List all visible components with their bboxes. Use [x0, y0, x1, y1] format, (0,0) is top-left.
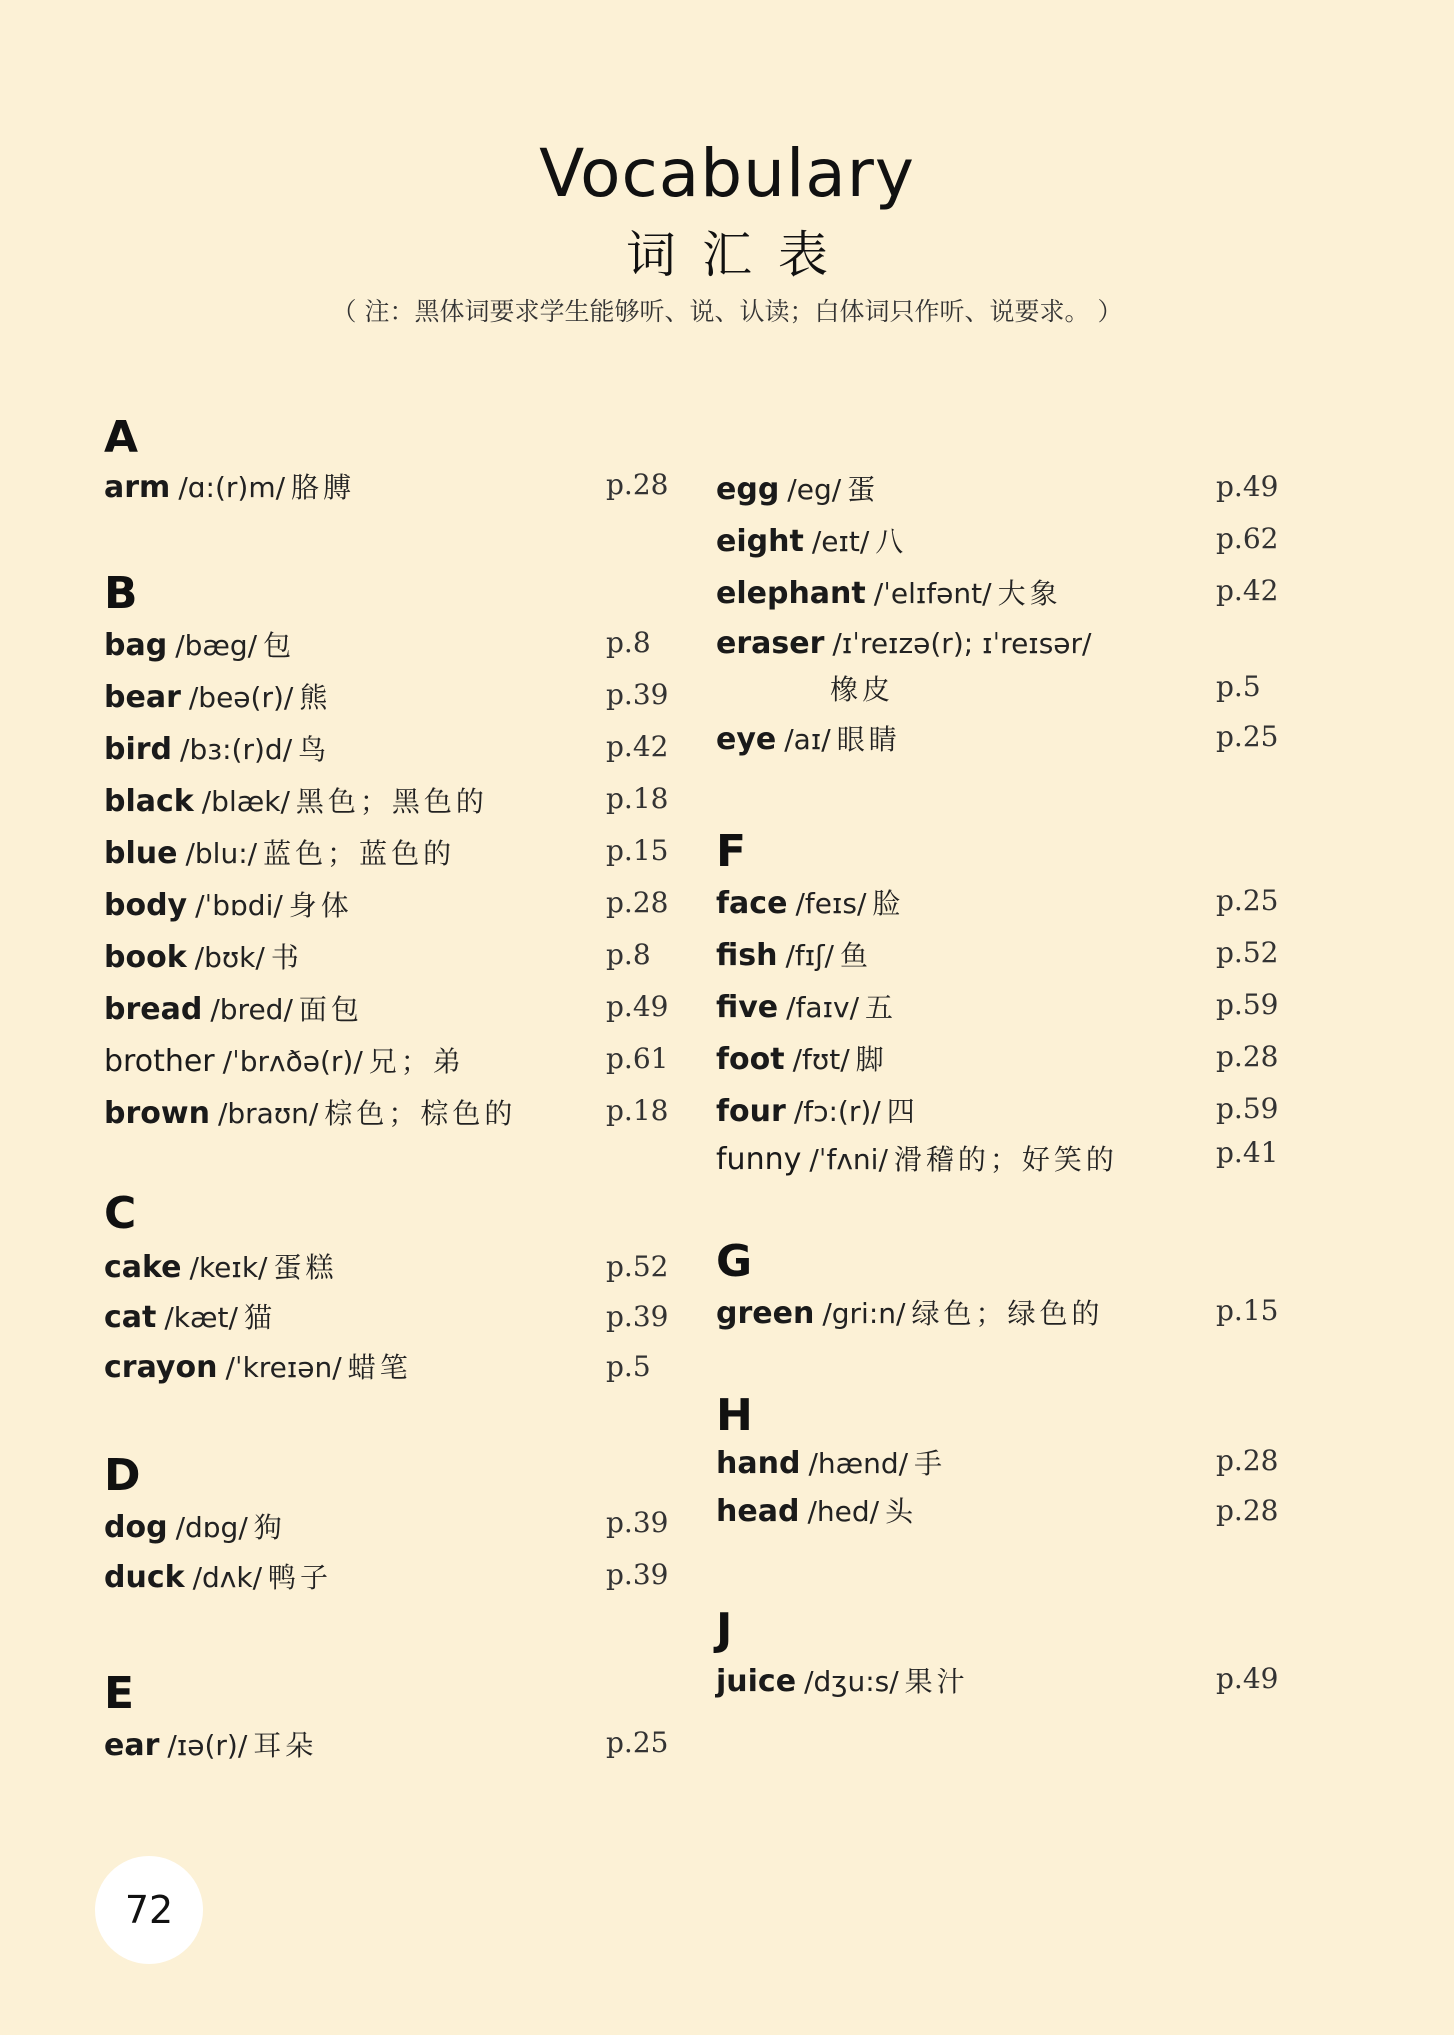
vocab-entry-bird [104, 728, 330, 768]
vocab-page-ref: p.49 [606, 990, 669, 1023]
vocab-ipa: /braʊn/ [217, 1097, 319, 1130]
vocab-page-ref: p.49 [1216, 470, 1279, 503]
vocab-entry-ear [104, 1724, 317, 1764]
vocab-word: crayon [104, 1350, 218, 1385]
vocab-ipa: /bæg/ [175, 629, 258, 662]
vocab-entry-book [104, 936, 303, 976]
vocab-ipa: /ˈkreɪən/ [225, 1351, 342, 1384]
vocab-ipa: /dʒu:s/ [804, 1665, 899, 1698]
vocab-ipa: /gri:n/ [822, 1297, 906, 1330]
vocab-word: black [104, 784, 194, 819]
vocab-meaning: 书 [270, 941, 303, 974]
vocab-word: bread [104, 992, 203, 1027]
vocab-entry-duck [104, 1556, 332, 1596]
vocab-page-ref: p.15 [1216, 1294, 1279, 1327]
section-letter-d: D [104, 1450, 141, 1501]
vocab-page-ref: p.59 [1216, 988, 1279, 1021]
vocab-entry-black [104, 780, 488, 820]
vocab-page-ref: p.18 [606, 1094, 669, 1127]
vocab-meaning: 狗 [253, 1511, 286, 1544]
vocab-meaning: 果汁 [904, 1665, 969, 1698]
vocab-word: green [716, 1296, 815, 1331]
vocab-ipa: /ˈbɒdi/ [195, 889, 283, 922]
vocab-entry-eye [716, 718, 901, 758]
vocab-ipa: /ɑ:(r)m/ [178, 471, 286, 504]
vocab-entry-five [716, 986, 897, 1026]
vocab-meaning: 耳朵 [253, 1729, 318, 1762]
vocab-page-ref: p.18 [606, 782, 669, 815]
vocab-page-ref: p.39 [606, 1506, 669, 1539]
vocab-entry-brown [104, 1092, 516, 1132]
vocab-ipa: /bɜ:(r)d/ [180, 733, 293, 766]
vocab-ipa: /kæt/ [164, 1301, 238, 1334]
vocab-meaning: 鱼 [840, 939, 873, 972]
vocab-page-ref: p.28 [606, 886, 669, 919]
vocab-page-ref: p.28 [1216, 1040, 1279, 1073]
vocab-word: four [716, 1094, 786, 1129]
vocab-entry-bag [104, 624, 295, 664]
vocab-page-ref: p.62 [1216, 522, 1279, 555]
vocab-entry-hand [716, 1442, 946, 1482]
section-letter-a: A [104, 412, 139, 463]
vocab-meaning: 身体 [288, 889, 353, 922]
vocab-word: bear [104, 680, 181, 715]
page-number-badge: 72 [95, 1856, 203, 1964]
section-letter-h: H [716, 1390, 753, 1441]
vocab-word: eraser [716, 626, 825, 661]
vocab-entry-bread [104, 988, 363, 1028]
vocab-word: head [716, 1494, 800, 1529]
vocab-page-ref: p.39 [606, 678, 669, 711]
vocab-word: funny [716, 1142, 802, 1177]
vocab-page-ref: p.8 [606, 626, 651, 659]
vocab-meaning: 橡皮 [830, 673, 895, 706]
vocab-meaning: 大象 [997, 577, 1062, 610]
vocab-entry-foot [716, 1038, 888, 1078]
vocab-entry-elephant [716, 572, 1062, 612]
vocab-ipa: /ɪˈreɪzə(r); ɪˈreɪsər/ [832, 627, 1092, 660]
vocab-entry-head [716, 1490, 917, 1530]
section-letter-j: J [716, 1604, 733, 1655]
vocab-word: elephant [716, 576, 866, 611]
vocab-entry-green [716, 1292, 1103, 1332]
vocab-entry-juice [716, 1660, 969, 1700]
vocab-word: eye [716, 722, 777, 757]
vocab-ipa: /fɔ:(r)/ [793, 1095, 881, 1128]
vocab-page-ref: p.42 [606, 730, 669, 763]
vocab-word: eight [716, 524, 804, 559]
vocab-page-ref: p.8 [606, 938, 651, 971]
vocab-meaning: 滑稽的；好笑的 [893, 1143, 1118, 1176]
vocab-meaning: 蓝色；蓝色的 [263, 837, 456, 870]
vocab-entry-crayon [104, 1346, 412, 1386]
vocab-entry-blue [104, 832, 455, 872]
vocab-page-ref: p.25 [1216, 884, 1279, 917]
vocab-ipa: /fɪʃ/ [785, 939, 834, 972]
vocab-word: hand [716, 1446, 801, 1481]
vocab-ipa: /ˈfʌni/ [809, 1143, 888, 1176]
vocab-entry-eraser [716, 626, 1091, 661]
vocab-meaning: 鸭子 [268, 1561, 333, 1594]
vocab-entry-cake [104, 1246, 337, 1286]
vocab-page-ref: p.25 [1216, 720, 1279, 753]
vocab-ipa: /beə(r)/ [188, 681, 294, 714]
vocab-page-ref: p.5 [1216, 670, 1261, 703]
vocab-ipa: /bred/ [210, 993, 293, 1026]
vocab-word: five [716, 990, 779, 1025]
vocab-ipa: /dʌk/ [192, 1561, 263, 1594]
vocab-meaning: 脸 [872, 887, 905, 920]
vocab-meaning: 蛋糕 [273, 1251, 338, 1284]
section-letter-c: C [104, 1188, 137, 1239]
vocab-page-ref: p.28 [606, 468, 669, 501]
vocab-ipa: /hænd/ [808, 1447, 909, 1480]
vocab-page-ref: p.39 [606, 1558, 669, 1591]
vocab-meaning: 四 [886, 1095, 919, 1128]
vocab-page-ref: p.42 [1216, 574, 1279, 607]
vocab-word: dog [104, 1510, 168, 1545]
vocab-meaning: 蜡笔 [347, 1351, 412, 1384]
vocab-entry-egg [716, 468, 879, 508]
vocab-word: fish [716, 938, 778, 973]
vocab-entry-body [104, 884, 353, 924]
section-letter-b: B [104, 568, 138, 619]
vocab-meaning: 猫 [243, 1301, 276, 1334]
vocab-entry-funny [716, 1138, 1118, 1178]
vocab-word: blue [104, 836, 178, 871]
vocab-meaning: 面包 [298, 993, 363, 1026]
vocab-ipa: /ɪə(r)/ [167, 1729, 248, 1762]
vocab-entry-cat [104, 1296, 276, 1336]
vocab-meaning: 手 [914, 1447, 947, 1480]
vocab-page-ref: p.5 [606, 1350, 651, 1383]
vocab-entry-four [716, 1090, 919, 1130]
vocab-word: ear [104, 1728, 160, 1763]
vocab-word: face [716, 886, 788, 921]
vocab-meaning: 眼睛 [836, 723, 901, 756]
vocab-word: egg [716, 472, 780, 507]
vocab-page-ref: p.41 [1216, 1136, 1279, 1169]
vocab-word: bag [104, 628, 168, 663]
vocab-meaning: 棕色；棕色的 [324, 1097, 517, 1130]
vocab-ipa: /faɪv/ [786, 991, 859, 1024]
vocab-entry-face [716, 882, 904, 922]
vocab-meaning: 熊 [299, 681, 332, 714]
section-letter-e: E [104, 1668, 135, 1719]
vocab-entry-eight [716, 520, 907, 560]
vocab-meaning: 兄；弟 [368, 1045, 465, 1078]
page-title: Vocabulary [539, 135, 915, 212]
vocab-word: book [104, 940, 187, 975]
vocab-word: foot [716, 1042, 785, 1077]
vocab-ipa: /dɒg/ [175, 1511, 248, 1544]
vocab-ipa: /hed/ [807, 1495, 880, 1528]
vocab-page-ref: p.39 [606, 1300, 669, 1333]
vocab-ipa: /blæk/ [201, 785, 290, 818]
page-note: （ 注：黑体词要求学生能够听、说、认读；白体词只作听、说要求。 ） [331, 297, 1123, 326]
vocab-meaning: 头 [885, 1495, 918, 1528]
vocab-meaning: 包 [263, 629, 296, 662]
vocab-ipa: /aɪ/ [784, 723, 831, 756]
vocab-page-ref: p.49 [1216, 1662, 1279, 1695]
vocab-meaning: 黑色；黑色的 [295, 785, 488, 818]
vocab-meaning: 五 [865, 991, 898, 1024]
section-letter-g: G [716, 1236, 753, 1287]
vocab-meaning: 绿色；绿色的 [911, 1297, 1104, 1330]
vocab-word: brother [104, 1044, 215, 1079]
vocab-entry-dog [104, 1506, 286, 1546]
vocab-entry-arm [104, 466, 355, 506]
vocab-word: bird [104, 732, 173, 767]
vocab-page-ref: p.52 [1216, 936, 1279, 969]
vocab-word: cake [104, 1250, 182, 1285]
vocab-word: arm [104, 470, 171, 505]
vocab-ipa: /eɪt/ [811, 525, 870, 558]
vocab-page-ref: p.25 [606, 1726, 669, 1759]
vocab-ipa: /eg/ [787, 473, 842, 506]
vocab-word: cat [104, 1300, 157, 1335]
vocab-meaning: 蛋 [847, 473, 880, 506]
vocab-word: brown [104, 1096, 210, 1131]
vocab-page-ref: p.61 [606, 1042, 669, 1075]
vocab-word: juice [716, 1664, 797, 1699]
vocab-ipa: /fʊt/ [792, 1043, 850, 1076]
vocab-ipa: /ˈelɪfənt/ [873, 577, 992, 610]
vocab-ipa: /blu:/ [185, 837, 258, 870]
vocab-page-ref: p.15 [606, 834, 669, 867]
vocab-ipa: /keɪk/ [189, 1251, 268, 1284]
vocab-meaning: 脚 [855, 1043, 888, 1076]
vocab-meaning: 八 [875, 525, 908, 558]
vocab-ipa: /bʊk/ [194, 941, 265, 974]
vocab-page-ref: p.52 [606, 1250, 669, 1283]
vocab-page-ref: p.59 [1216, 1092, 1279, 1125]
vocab-page-ref: p.28 [1216, 1444, 1279, 1477]
vocab-ipa: /ˈbrʌðə(r)/ [222, 1045, 363, 1078]
vocab-entry-bear [104, 676, 331, 716]
vocab-entry-brother [104, 1040, 465, 1080]
vocab-word: duck [104, 1560, 185, 1595]
page-subtitle: 词汇表 [626, 226, 854, 284]
vocab-word: body [104, 888, 188, 923]
vocab-meaning: 鸟 [298, 733, 331, 766]
vocab-ipa: /feɪs/ [795, 887, 867, 920]
vocab-meaning: 胳膊 [291, 471, 356, 504]
section-letter-f: F [716, 826, 747, 877]
vocab-entry-fish [716, 934, 872, 974]
vocab-page-ref: p.28 [1216, 1494, 1279, 1527]
